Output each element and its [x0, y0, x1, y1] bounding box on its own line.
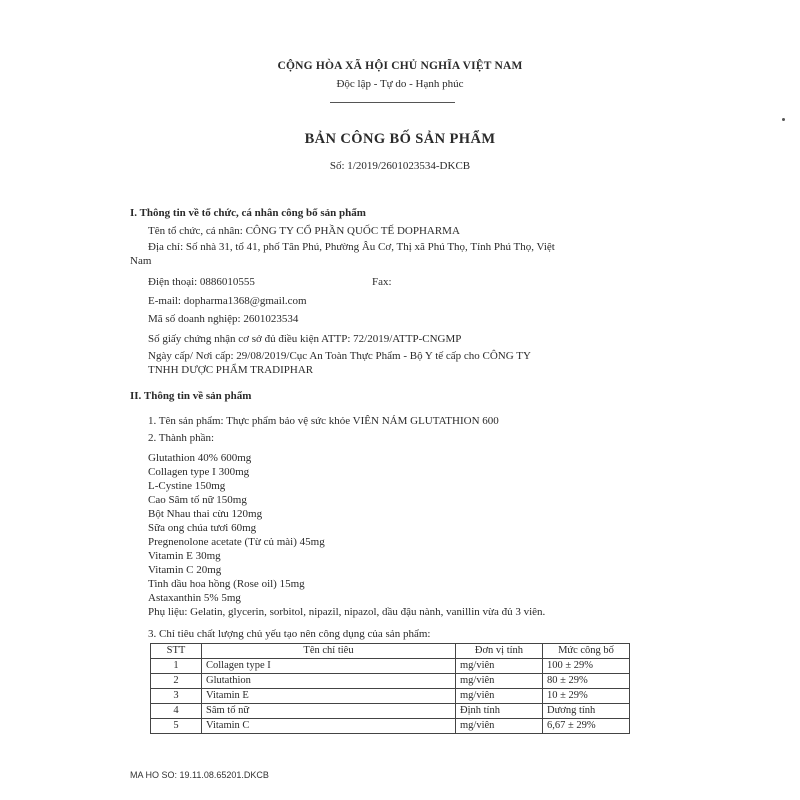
- section1-heading: I. Thông tin về tổ chức, cá nhân công bố sản phẩm: [130, 207, 366, 219]
- record-code: MA HO SO: 19.11.08.65201.DKCB: [130, 770, 269, 780]
- table-cell: 80 ± 29%: [543, 674, 630, 689]
- table-cell: mg/viên: [456, 719, 543, 734]
- quality-heading: 3. Chỉ tiêu chất lượng chủ yếu tạo nên công dụng của sản phẩm:: [148, 628, 431, 640]
- table-cell: Vitamin C: [202, 719, 456, 734]
- table-cell: mg/viên: [456, 689, 543, 704]
- ingredient-item: Astaxanthin 5% 5mg: [148, 592, 241, 604]
- document-number: Số: 1/2019/2601023534-DKCB: [329, 160, 471, 172]
- excipients: Phụ liệu: Gelatin, glycerin, sorbitol, nipazil, nipazol, dầu đậu nành, vanillin vừa đủ 3 viên.: [148, 606, 546, 618]
- table-cell: Collagen type I: [202, 659, 456, 674]
- table-cell: 4: [151, 704, 202, 719]
- table-row: [151, 704, 630, 719]
- scan-speck: [782, 118, 785, 121]
- issue-line2: TNHH DƯỢC PHẨM TRADIPHAR: [148, 364, 314, 376]
- document-title: BẢN CÔNG BỐ SẢN PHẨM: [304, 131, 496, 147]
- table-cell: mg/viên: [456, 659, 543, 674]
- table-row: [151, 674, 630, 689]
- email: E-mail: dopharma1368@gmail.com: [148, 295, 307, 307]
- table-header-cell: STT: [151, 644, 202, 659]
- table-cell: 1: [151, 659, 202, 674]
- ingredient-item: Vitamin E 30mg: [148, 550, 221, 562]
- table-row: [151, 719, 630, 734]
- ingredient-item: Bột Nhau thai cừu 120mg: [148, 508, 263, 520]
- table-cell: 2: [151, 674, 202, 689]
- ingredient-item: Vitamin C 20mg: [148, 564, 222, 576]
- table-header-row: [151, 644, 630, 659]
- ingredient-item: Sữa ong chúa tươi 60mg: [148, 522, 257, 534]
- table-cell: 6,67 ± 29%: [543, 719, 630, 734]
- table-header-cell: Tên chỉ tiêu: [202, 644, 456, 659]
- table-header-cell: Mức công bố: [543, 644, 630, 659]
- table-cell: Sâm tố nữ: [202, 704, 456, 719]
- table-cell: 100 ± 29%: [543, 659, 630, 674]
- issue-line1: Ngày cấp/ Nơi cấp: 29/08/2019/Cục An Toàn Thực Phẩm - Bộ Y tế cấp cho CÔNG TY: [148, 350, 531, 362]
- table-cell: Định tính: [456, 704, 543, 719]
- address-line2: Nam: [130, 255, 152, 267]
- quality-table: [150, 643, 630, 734]
- tax-code: Mã số doanh nghiệp: 2601023534: [148, 313, 299, 325]
- table-row: [151, 659, 630, 674]
- address-line1: Địa chỉ: Số nhà 31, tổ 41, phố Tân Phú, Phường Âu Cơ, Thị xã Phú Thọ, Tỉnh Phú Thọ, Việt: [148, 241, 555, 253]
- table-cell: mg/viên: [456, 674, 543, 689]
- table-header-cell: Đơn vị tính: [456, 644, 543, 659]
- table-cell: 5: [151, 719, 202, 734]
- fax: Fax:: [372, 276, 392, 288]
- ingredient-item: Collagen type I 300mg: [148, 466, 250, 478]
- section2-heading: II. Thông tin về sản phẩm: [130, 390, 252, 402]
- table-cell: Dương tính: [543, 704, 630, 719]
- country-header: CỘNG HÒA XÃ HỘI CHỦ NGHĨA VIỆT NAM: [277, 60, 523, 72]
- table-cell: Glutathion: [202, 674, 456, 689]
- ingredients-heading: 2. Thành phần:: [148, 432, 215, 444]
- ingredient-item: Glutathion 40% 600mg: [148, 452, 252, 464]
- phone: Điện thoại: 0886010555: [148, 276, 255, 288]
- table-cell: Vitamin E: [202, 689, 456, 704]
- motto: Độc lập - Tự do - Hạnh phúc: [336, 78, 464, 90]
- ingredient-item: Pregnenolone acetate (Từ củ mài) 45mg: [148, 536, 325, 548]
- ingredient-item: Tinh dầu hoa hồng (Rose oil) 15mg: [148, 578, 305, 590]
- product-name: 1. Tên sản phẩm: Thực phẩm bảo vệ sức khỏe VIÊN NÁM GLUTATHION 600: [148, 415, 499, 427]
- table-cell: 10 ± 29%: [543, 689, 630, 704]
- table-cell: 3: [151, 689, 202, 704]
- ingredient-item: L-Cystine 150mg: [148, 480, 226, 492]
- certificate-number: Số giấy chứng nhận cơ sở đủ điều kiện ATTP: 72/2019/ATTP-CNGMP: [148, 333, 462, 345]
- header-divider: [330, 102, 455, 103]
- table-row: [151, 689, 630, 704]
- org-name: Tên tổ chức, cá nhân: CÔNG TY CỔ PHẦN QUỐC TẾ DOPHARMA: [148, 225, 460, 237]
- ingredient-item: Cao Sâm tố nữ 150mg: [148, 494, 247, 506]
